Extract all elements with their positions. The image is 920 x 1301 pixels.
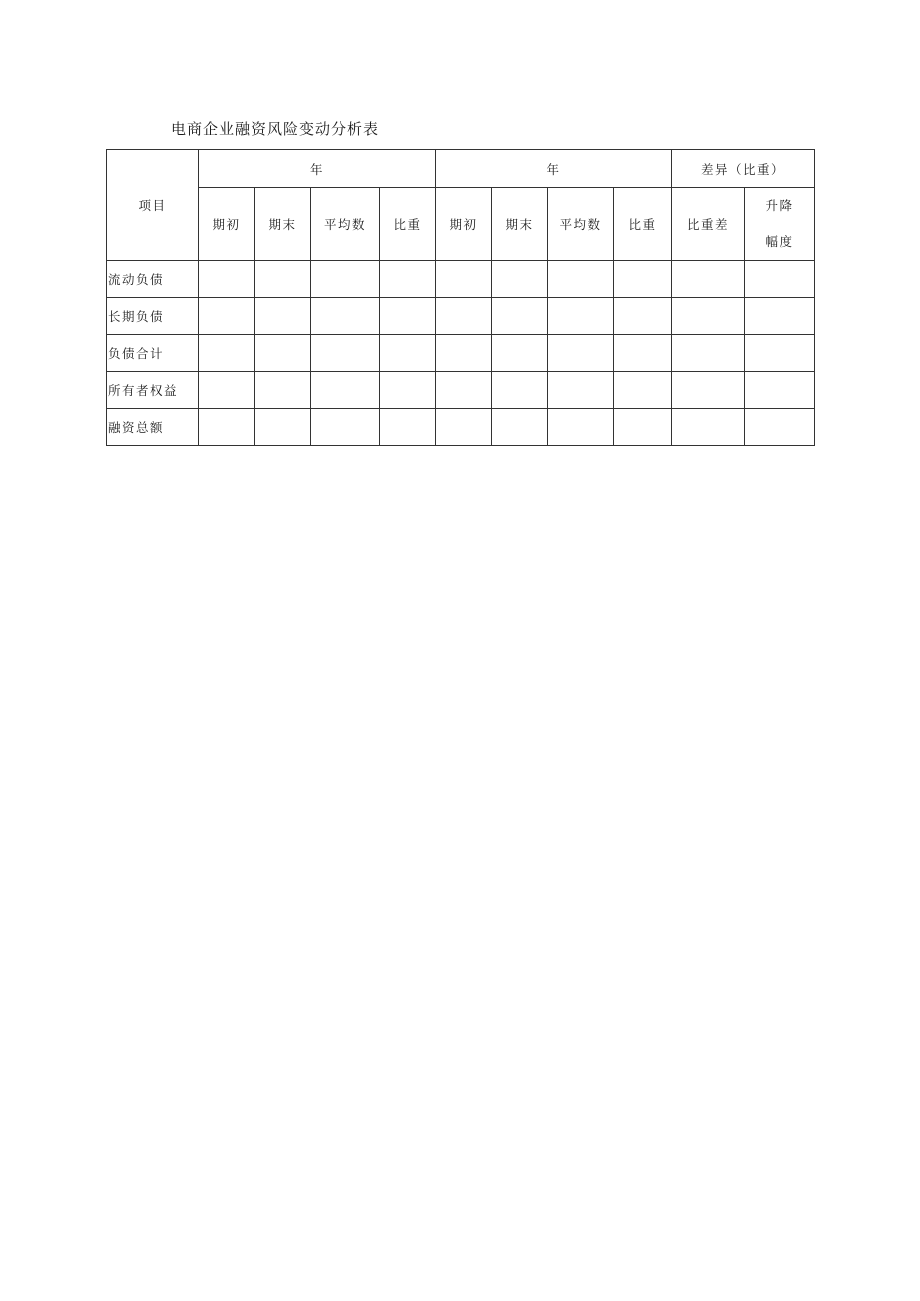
header-end-1: 期末 [255, 188, 311, 261]
row-label: 所有者权益 [107, 372, 199, 409]
table-cell [492, 372, 548, 409]
table-cell [380, 298, 436, 335]
table-cell [492, 335, 548, 372]
table-cell [255, 335, 311, 372]
table-cell [255, 298, 311, 335]
row-label: 融资总额 [107, 409, 199, 446]
table-cell [548, 335, 614, 372]
table-cell [380, 372, 436, 409]
table-row [107, 409, 815, 446]
table-row [107, 261, 815, 298]
table-cell [436, 372, 492, 409]
table-cell [380, 261, 436, 298]
table-cell [672, 372, 745, 409]
row-label: 负债合计 [107, 335, 199, 372]
table-cell [311, 298, 380, 335]
header-ratio-2: 比重 [614, 188, 672, 261]
table-cell [614, 372, 672, 409]
header-begin-1: 期初 [199, 188, 255, 261]
header-year-1: 年 [199, 150, 436, 188]
table-cell [745, 261, 815, 298]
table-cell [672, 261, 745, 298]
table-row [107, 298, 815, 335]
table-cell [199, 372, 255, 409]
header-avg-2: 平均数 [548, 188, 614, 261]
table-cell [745, 298, 815, 335]
table-row [107, 335, 815, 372]
table-cell [614, 335, 672, 372]
header-begin-2: 期初 [436, 188, 492, 261]
page-title: 电商企业融资风险变动分析表 [171, 120, 380, 138]
table-cell [311, 335, 380, 372]
table-cell [199, 335, 255, 372]
table-cell [255, 261, 311, 298]
table-cell [745, 335, 815, 372]
table-cell [380, 335, 436, 372]
table-cell [492, 298, 548, 335]
table-cell [548, 372, 614, 409]
table-cell [255, 409, 311, 446]
header-ratio-diff: 比重差 [672, 188, 745, 261]
table-cell [672, 298, 745, 335]
table-cell [492, 409, 548, 446]
table-cell [548, 298, 614, 335]
table-cell [672, 335, 745, 372]
header-row-2 [107, 188, 815, 261]
table-cell [436, 409, 492, 446]
table-cell [199, 261, 255, 298]
header-difference: 差异（比重） [672, 150, 815, 188]
table-cell [614, 298, 672, 335]
header-change-bottom: 幅度 [765, 234, 794, 249]
table-cell [311, 261, 380, 298]
table-cell [255, 372, 311, 409]
header-avg-1: 平均数 [311, 188, 380, 261]
header-year-2: 年 [436, 150, 672, 188]
table-cell [436, 261, 492, 298]
table-cell [199, 409, 255, 446]
header-change [745, 188, 815, 261]
table-cell [745, 409, 815, 446]
table-cell [548, 261, 614, 298]
table-cell [311, 372, 380, 409]
table-cell [548, 409, 614, 446]
table-cell [199, 298, 255, 335]
table-cell [672, 409, 745, 446]
table-cell [436, 298, 492, 335]
table-cell [614, 261, 672, 298]
header-end-2: 期末 [492, 188, 548, 261]
header-item: 项目 [107, 150, 199, 261]
table-cell [745, 372, 815, 409]
row-label: 长期负债 [107, 298, 199, 335]
table-cell [614, 409, 672, 446]
header-ratio-1: 比重 [380, 188, 436, 261]
financing-risk-table [106, 149, 815, 446]
table-row [107, 372, 815, 409]
table-cell [492, 261, 548, 298]
table-cell [311, 409, 380, 446]
row-label: 流动负债 [107, 261, 199, 298]
header-change-top: 升降 [765, 198, 794, 213]
table-cell [380, 409, 436, 446]
header-row-1 [107, 150, 815, 188]
table-cell [436, 335, 492, 372]
